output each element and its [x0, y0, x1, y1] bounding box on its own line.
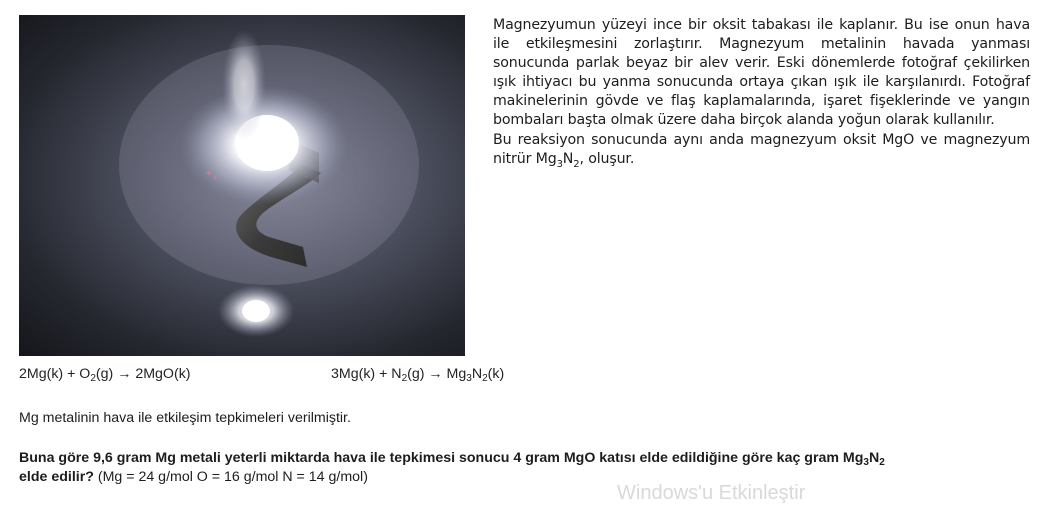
equation-part: 3Mg(k) + N — [331, 366, 402, 382]
question-part: elde edilir? — [19, 469, 94, 485]
subscript: 2 — [401, 373, 408, 384]
question-part: Buna göre 9,6 gram Mg metali yeterli miktarda hava ile tepkimesi sonucu 4 gram MgO katısı elde edildiğine göre kaç gram Mg — [19, 450, 864, 466]
subscript: 3 — [863, 457, 869, 468]
equation-part: (g) → 2MgO(k) — [95, 366, 191, 382]
question-line-2 — [19, 469, 368, 485]
subscript: 3 — [466, 373, 472, 384]
equation-mgo — [19, 366, 191, 384]
equation-part: 2Mg(k) + O — [19, 366, 91, 382]
equation-part: (g) → Mg — [407, 366, 467, 382]
paragraph-2-part: N — [562, 150, 574, 167]
equation-part: N — [471, 366, 483, 382]
subscript: 2 — [573, 158, 580, 170]
molar-masses: (Mg = 24 g/mol O = 16 g/mol N = 14 g/mol) — [93, 469, 368, 485]
equation-part: (k) — [487, 366, 505, 382]
subscript: 3 — [556, 158, 563, 170]
equation-mg3n2 — [331, 366, 504, 384]
info-text: Mg metalinin hava ile etkileşim tepkimeleri verilmiştir. — [19, 410, 351, 426]
magnesium-burning-photo — [19, 15, 465, 356]
question-line-1 — [19, 450, 885, 468]
activation-watermark: Windows'u Etkinleştir — [617, 482, 806, 504]
photo-illustration — [19, 15, 465, 356]
subscript: 2 — [90, 373, 96, 384]
subscript: 2 — [879, 457, 885, 468]
description-paragraph-1: Magnezyumun yüzeyi ince bir oksit tabakası ile kaplanır. Bu ise onun hava ile etkileşmesini zorlaştırır. Magnezyum metalinin havada yanması sonucunda parlak beyaz bir alev verir. Eski dönemlerde fotoğraf çekilirken ışık ihtiyacı bu yanma sonucunda ortaya çıkan ışık ile karşılanırdı. Fotoğraf makinelerinin gövde ve flaş kaplamalarında, işaret fişeklerinde ve yangın bombaları başta olmak üzere daha birçok alanda yoğun olarak kullanılır. — [493, 17, 1030, 129]
paragraph-2-part: Bu reaksiyon sonucunda aynı anda magnezyum oksit MgO ve magnezyum nitrür Mg — [493, 131, 1030, 167]
description-paragraph-2 — [493, 131, 1030, 174]
subscript: 2 — [482, 373, 488, 384]
paragraph-2-part: , oluşur. — [579, 150, 635, 167]
question-part: N — [868, 450, 880, 466]
description-text — [493, 16, 1030, 174]
